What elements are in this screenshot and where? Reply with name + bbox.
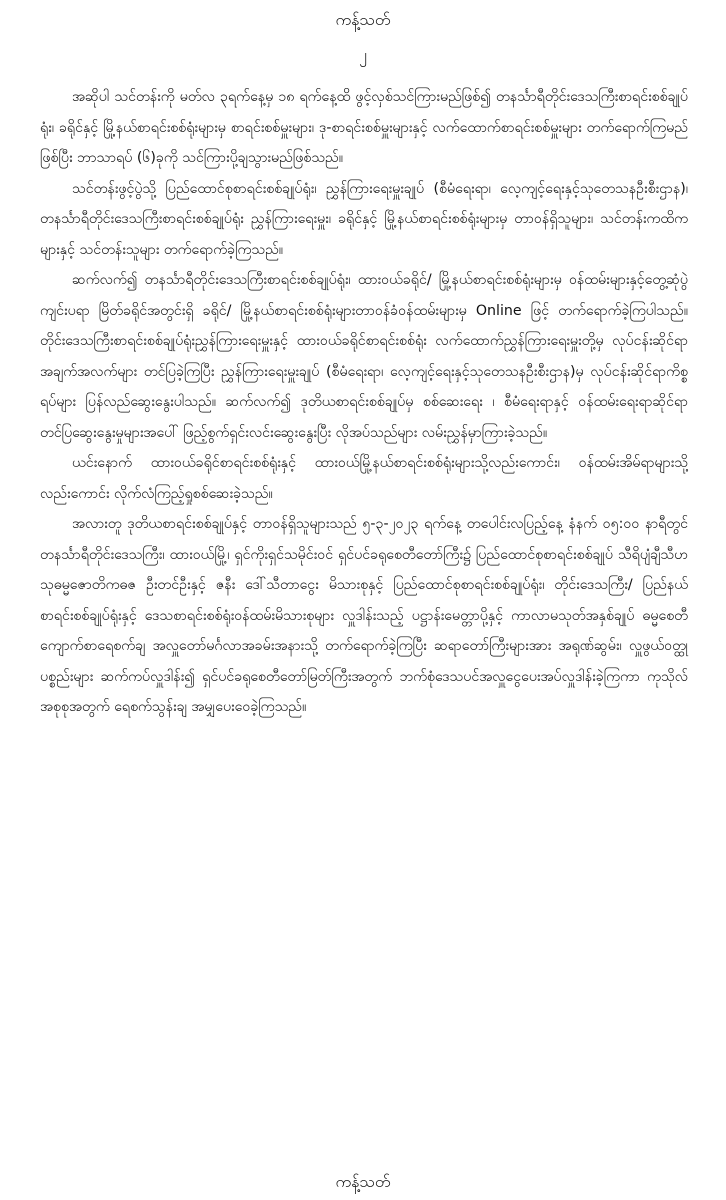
paragraph-opening-ceremony: သင်တန်းဖွင့်ပွဲသို့ ပြည်ထောင်စုစာရင်းစစ်ချုပ်ရုံး၊ ညွှန်ကြားရေးမှူးချုပ် (စီမံရေးရာ၊ လေ့ကျင့်ရေးနှင့်သုတေသနဦးစီးဌာန)၊ တနင်္သာရီတိုင်းဒေသကြီးစာရင်းစစ်ချုပ်ရုံး ညွှန်ကြားရေးမှူး၊ ခရိုင်နှင့် မြို့နယ်စာရင်းစစ်ရုံးများမှ တာဝန်ရှိသူများ၊ သင်တန်းကထိကများနှင့် သင်တန်းသူများ တက်ရောက်ခဲ့ကြသည်။ [40, 180, 688, 258]
paragraph-pagoda-ceremony: အလားတူ ဒုတိယစာရင်းစစ်ချုပ်နှင့် တာဝန်ရှိသူများသည် ၅-၃-၂၀၂၃ ရက်နေ့ တပေါင်းလပြည့်နေ့ နံနက် ၀၅:၀၀ နာရီတွင် တနင်္သာရီတိုင်းဒေသကြီး၊ ထားဝယ်မြို့၊ ရှင်ကိုးရှင်သမိုင်းဝင် ရှင်ပင်ခရုစေတီတော်ကြီး၌ ပြည်ထောင်စုစာရင်းစစ်ချုပ် သီရိပျံချီသီဟသုဓမ္မဇောတိကဓဇ ဦးတင်ဦးနှင့် ဇနီး ဒေါ်သီတာငွေး မိသားစုနှင့် ပြည်ထောင်စုစာရင်းစစ်ချုပ်ရုံး၊ တိုင်းဒေသကြီး/ ပြည်နယ်စာရင်းစစ်ချုပ်ရုံးနှင့် ဒေသစာရင်းစစ်ရုံးဝန်ထမ်းမိသားစုများ လှူဒါန်းသည့် ပဋ္ဌာန်းမေတ္တာပို့နှင့် ကာလာမသုတ်အနှစ်ချုပ် ဓမ္မစေတီကျောက်စာရေစက်ချ အလှူတော်မင်္ဂလာအခမ်းအနားသို့ တက်ရောက်ခဲ့ကြပြီး ဆရာတော်ကြီးများအား အရုဏ်ဆွမ်း၊ လှူဖွယ်ဝတ္ထုပစ္စည်းများ ဆက်ကပ်လှူဒါန်း၍ ရှင်ပင်ခရုစေတီတော်မြတ်ကြီးအတွက် ဘက်စုံဒေသပင်အလှူငွေပေးအပ်လှူဒါန်းခဲ့ကြကာ ကုသိုလ်အစုစုအတွက် ရေစက်သွန်းချ အမျှပေးဝေခဲ့ကြသည်။ [40, 516, 688, 715]
paragraph-staff-meeting: ဆက်လက်၍ တနင်္သာရီတိုင်းဒေသကြီးစာရင်းစစ်ချုပ်ရုံး၊ ထားဝယ်ခရိုင်/ မြို့နယ်စာရင်းစစ်ရုံးများမှ ဝန်ထမ်းများနှင့်တွေ့ဆုံပွဲကျင်းပရာ မြိတ်ခရိုင်အတွင်းရှိ ခရိုင်/ မြို့နယ်စာရင်းစစ်ရုံးများတာဝန်ခံဝန်ထမ်းများမှ Online ဖြင့် တက်ရောက်ခဲ့ကြပါသည်။ တိုင်းဒေသကြီးစာရင်းစစ်ချုပ်ရုံးညွှန်ကြားရေးမှူးနှင့် ထားဝယ်ခရိုင်စာရင်းစစ်ရုံး လက်ထောက်ညွှန်ကြားရေးမှူးတို့မှ လုပ်ငန်းဆိုင်ရာ အချက်အလက်များ တင်ပြခဲ့ကြပြီး ညွှန်ကြားရေးမှူးချုပ် (စီမံရေးရာ၊ လေ့ကျင့်ရေးနှင့်သုတေသနဦးစီးဌာန)မှ လုပ်ငန်းဆိုင်ရာကိစ္စရပ်များ ပြန်လည်ဆွေးနွေးပါသည်။ ဆက်လက်၍ ဒုတိယစာရင်းစစ်ချုပ်မှ စစ်ဆေးရေး ၊ စီမံရေးရာနှင့် ဝန်ထမ်းရေးရာဆိုင်ရာ တင်ပြဆွေးနွေးမှုများအပေါ် ဖြည့်စွက်ရှင်းလင်းဆွေးနွေးပြီး လိုအပ်သည်များ လမ်းညွှန်မှာကြားခဲ့သည်။ [40, 272, 688, 441]
paragraph-inspection: ယင်းနောက် ထားဝယ်ခရိုင်စာရင်းစစ်ရုံးနှင့် ထားဝယ်မြို့နယ်စာရင်းစစ်ရုံးများသို့လည်းကောင်း၊ ဝန်ထမ်းအိမ်ရာများသို့လည်းကောင်း လိုက်လံကြည့်ရှုစစ်ဆေးခဲ့သည်။ [40, 455, 688, 502]
page-number: ၂ [359, 45, 367, 64]
footer-classification: ကန့်သတ် [335, 1172, 391, 1191]
document-body [40, 82, 688, 723]
paragraph-course-opening: အဆိုပါ သင်တန်းကို မတ်လ ၃ရက်နေ့မှ ၁၈ ရက်နေ့ထိ ဖွင့်လှစ်သင်ကြားမည်ဖြစ်၍ တနင်္သာရီတိုင်းဒေသကြီးစာရင်းစစ်ချုပ်ရုံး၊ ခရိုင်နှင့် မြို့နယ်စာရင်းစစ်ရုံးများမှ စာရင်းစစ်မှူးများ၊ ဒု-စာရင်းစစ်မှူးများနှင့် လက်ထောက်စာရင်းစစ်မှူးများ တက်ရောက်ကြမည်ဖြစ်ပြီး ဘာသာရပ် (၆)ခုကို သင်ကြားပို့ချသွားမည်ဖြစ်သည်။ [40, 89, 688, 166]
header-classification: ကန့်သတ် [335, 10, 391, 29]
